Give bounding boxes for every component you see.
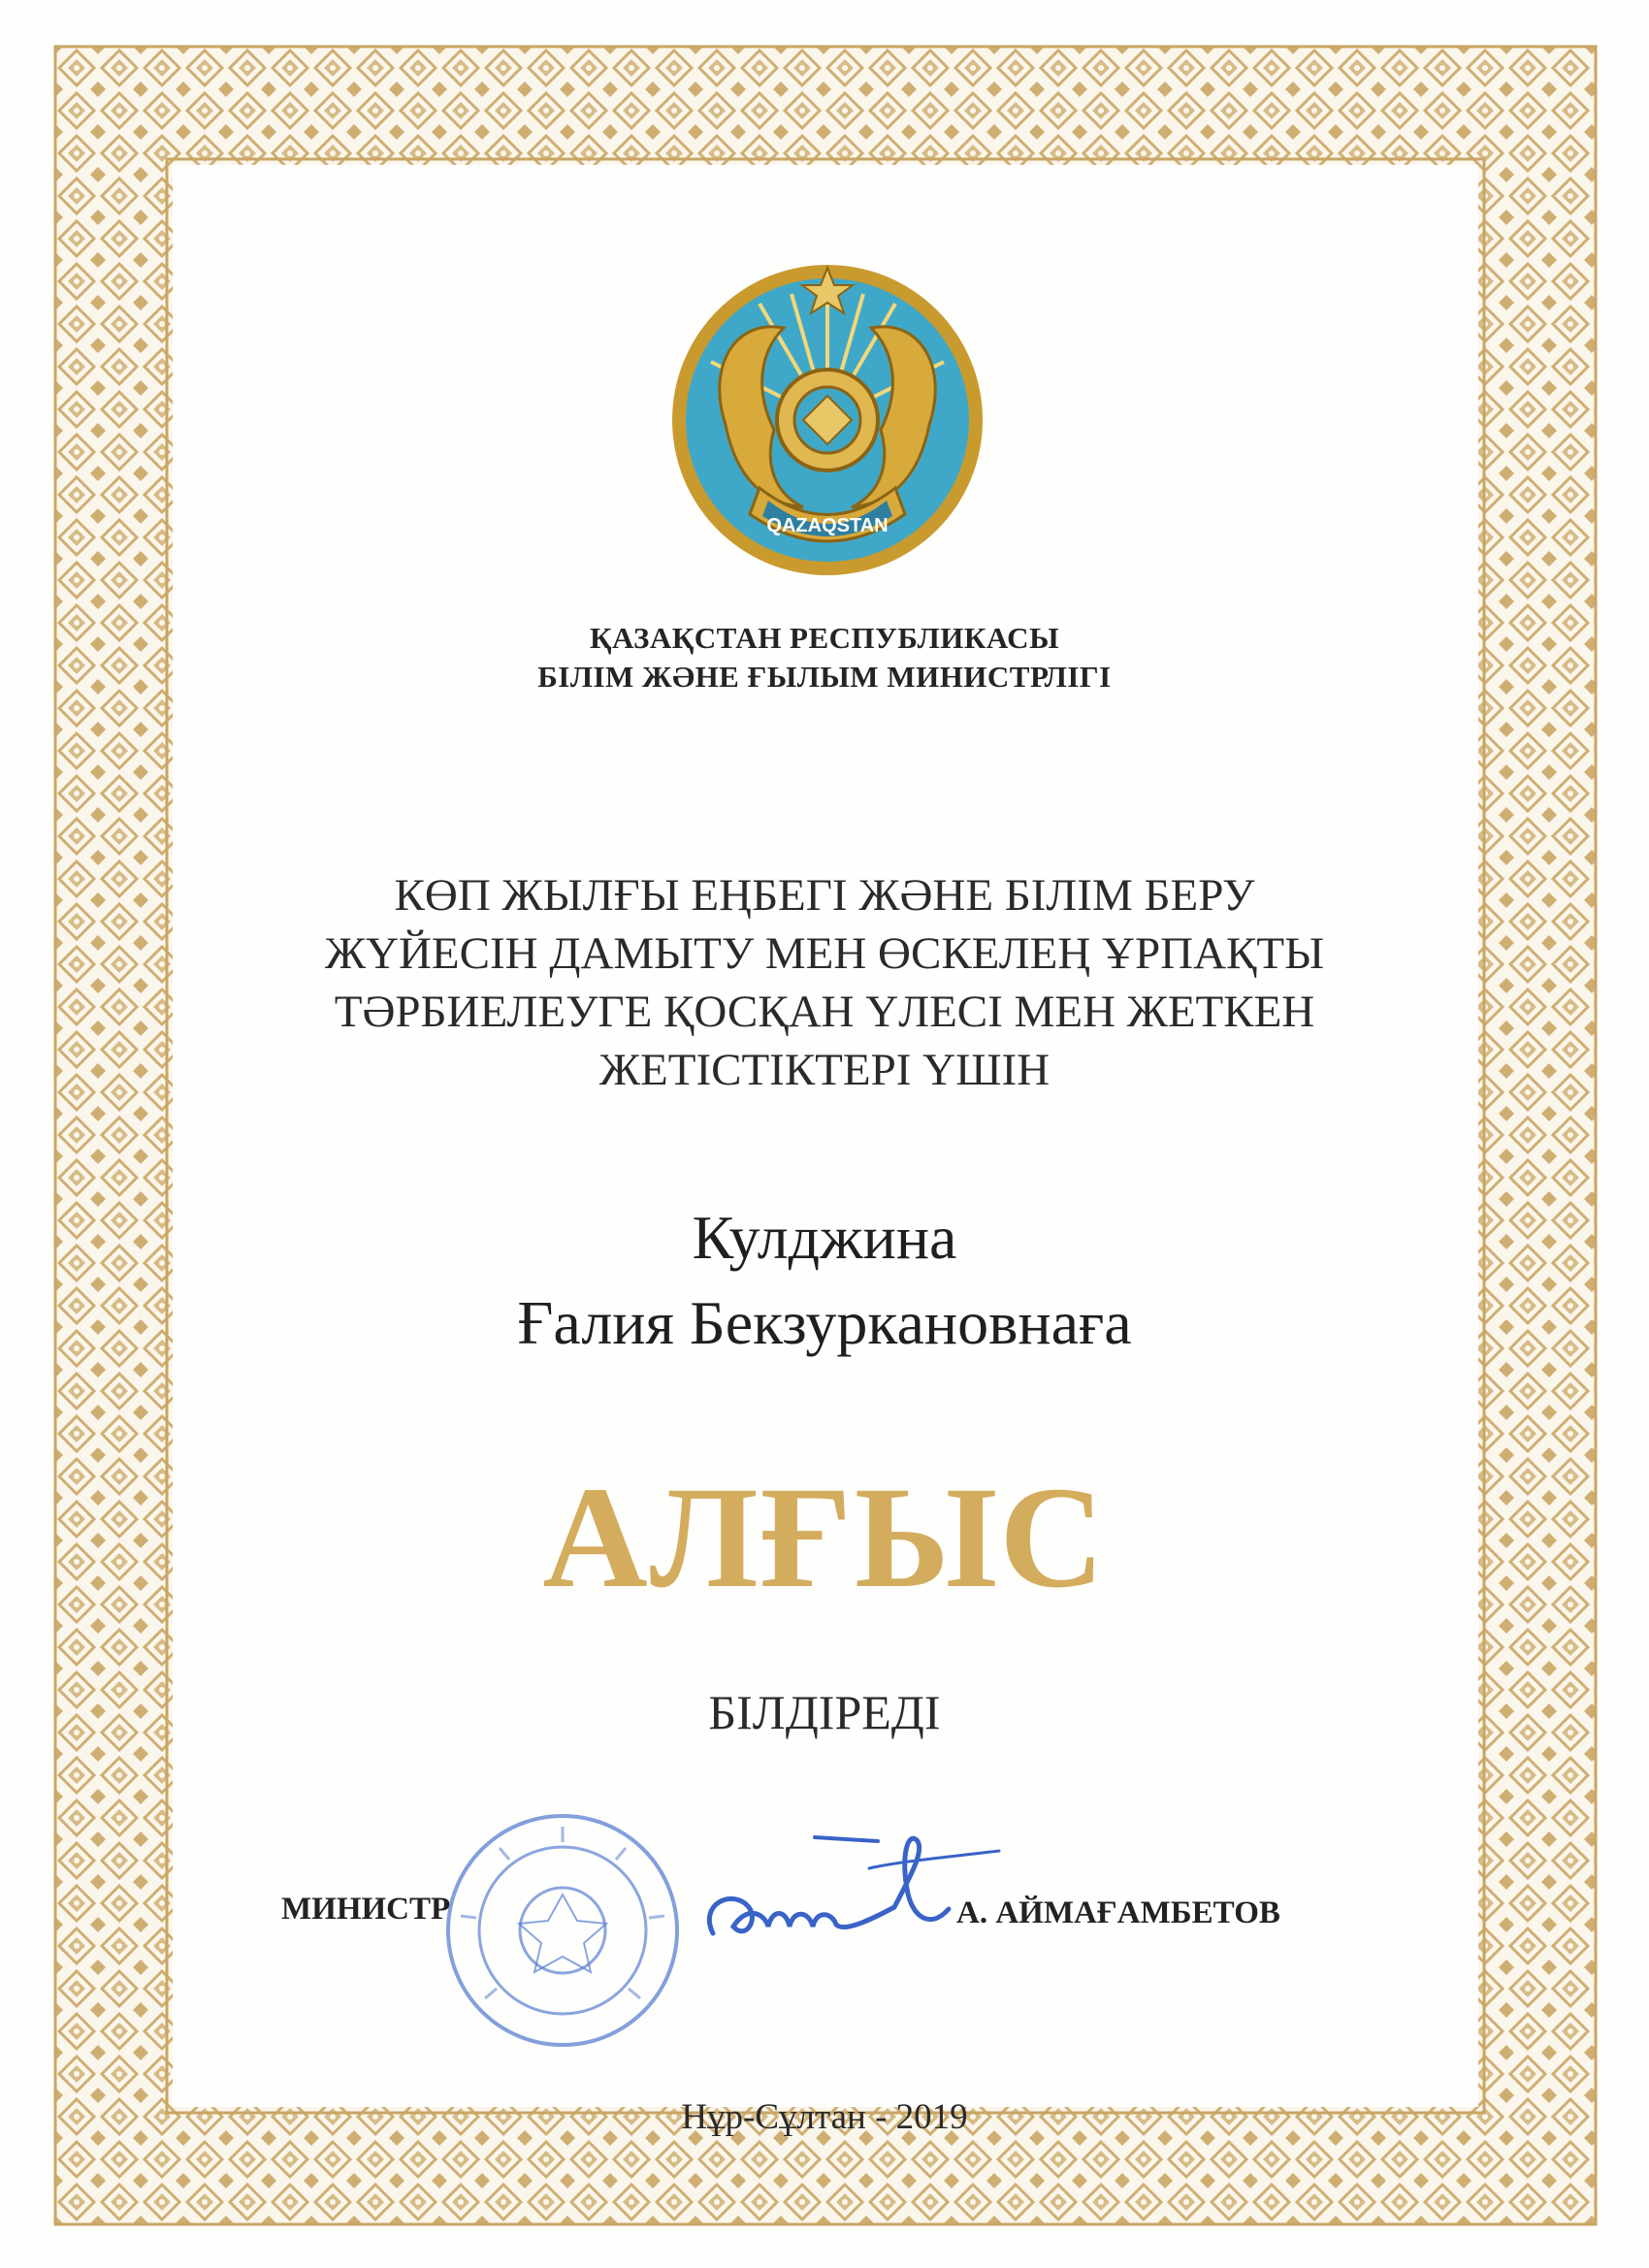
reason-line-2: ЖҮЙЕСІН ДАМЫТУ МЕН ӨСКЕЛЕҢ ҰРПАҚТЫ bbox=[324, 928, 1325, 979]
reason-line-1: КӨП ЖЫЛҒЫ ЕҢБЕГІ ЖӘНЕ БІЛІМ БЕРУ bbox=[394, 870, 1255, 921]
state-emblem-icon bbox=[667, 260, 987, 580]
place-and-date: Нұр-Сұлтан - 2019 bbox=[681, 2097, 968, 2137]
reason-line-3: ТӘРБИЕЛЕУГЕ ҚОСҚАН ҮЛЕСІ МЕН ЖЕТКЕН bbox=[334, 987, 1315, 1037]
award-title: АЛҒЫС bbox=[542, 1457, 1107, 1618]
ministry-name-line-2: БІЛІМ ЖӘНЕ ҒЫЛЫМ МИНИСТРЛІГІ bbox=[537, 660, 1112, 694]
recipient-given-names: Ғалия Бекзуркановнаға bbox=[517, 1288, 1132, 1357]
recipient-surname: Кулджина bbox=[692, 1203, 957, 1272]
emblem-label: QAZAQSTAN bbox=[766, 515, 889, 536]
handwritten-signature-icon bbox=[640, 1812, 1028, 1967]
signatory-position: МИНИСТР bbox=[281, 1892, 451, 1927]
ministry-name-line-1: ҚАЗАҚСТАН РЕСПУБЛИКАСЫ bbox=[589, 621, 1060, 655]
signatory-name: А. АЙМАҒАМБЕТОВ bbox=[956, 1895, 1280, 1930]
reason-line-4: ЖЕТІСТІКТЕРІ ҮШІН bbox=[598, 1045, 1051, 1095]
expresses-text: БІЛДІРЕДІ bbox=[708, 1685, 941, 1739]
